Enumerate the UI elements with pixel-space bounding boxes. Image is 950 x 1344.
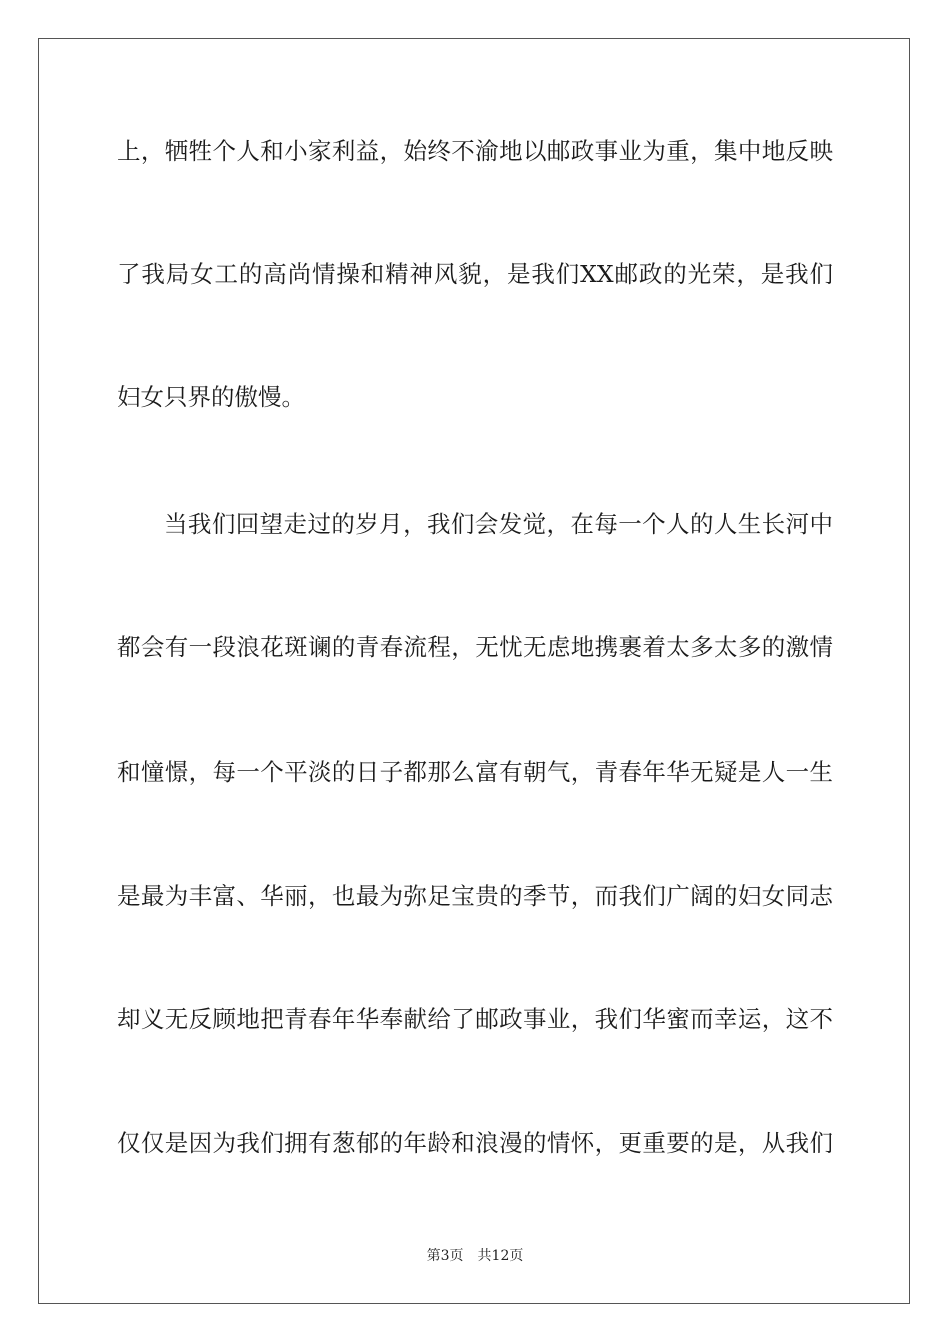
page-number: 第3页 xyxy=(426,1248,464,1264)
page-total: 共12页 xyxy=(477,1248,524,1264)
text-line: 却义无反顾地把青春年华奉献给了邮政事业，我们华蜜而幸运，这不 xyxy=(117,1005,833,1033)
text-line: 都会有一段浪花斑谰的青春流程，无忧无虑地携裹着太多太多的激情 xyxy=(117,633,833,661)
text-line: 是最为丰富、华丽，也最为弥足宝贵的季节，而我们广阔的妇女同志 xyxy=(117,882,833,910)
text-line: 上，牺牲个人和小家利益，始终不渝地以邮政事业为重，集中地反映 xyxy=(117,137,833,165)
text-line: 和憧憬，每一个平淡的日子都那么富有朝气，青春年华无疑是人一生 xyxy=(117,758,833,786)
paragraph-first-line: 当我们回望走过的岁月，我们会发觉，在每一个人的人生长河中 xyxy=(164,510,833,538)
text-line: 了我局女工的高尚情操和精神风貌，是我们XX邮政的光荣，是我们 xyxy=(117,260,833,288)
text-line: 妇女只界的傲慢。 xyxy=(117,383,305,411)
page-footer xyxy=(0,1246,950,1266)
page-border xyxy=(38,38,910,1304)
text-line: 仅仅是因为我们拥有葱郁的年龄和浪漫的情怀，更重要的是，从我们 xyxy=(117,1129,833,1157)
